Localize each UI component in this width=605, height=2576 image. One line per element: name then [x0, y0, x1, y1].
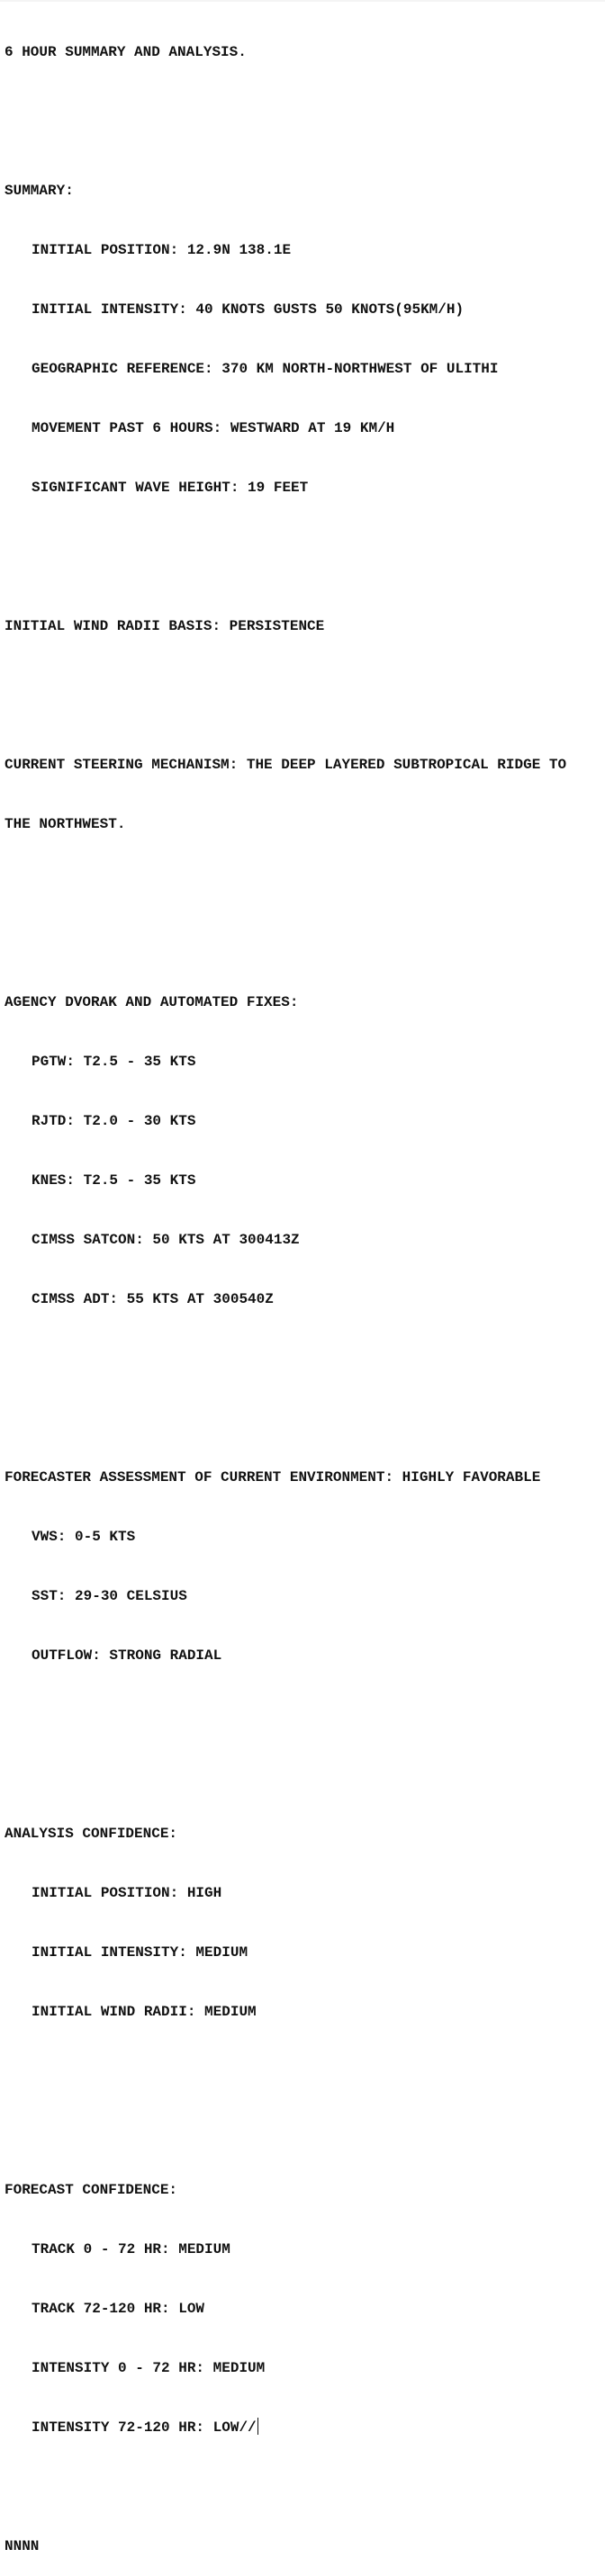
forecast-confidence-section — [5, 2141, 602, 2477]
summary-heading: SUMMARY: — [5, 183, 74, 199]
steering-section — [5, 715, 602, 874]
analysis-initial-position: INITIAL POSITION: HIGH — [32, 1885, 222, 1901]
environment-sst: SST: 29-30 CELSIUS — [32, 1588, 187, 1604]
top-border — [0, 0, 605, 2]
forecast-track-0-72: TRACK 0 - 72 HR: MEDIUM — [32, 2241, 230, 2257]
forecast-confidence-heading: FORECAST CONFIDENCE: — [5, 2182, 178, 2198]
fix-cimss-adt: CIMSS ADT: 55 KTS AT 300540Z — [32, 1291, 274, 1307]
environment-outflow: OUTFLOW: STRONG RADIAL — [32, 1647, 222, 1664]
summary-section — [5, 141, 602, 537]
analysis-initial-wind-radii: INITIAL WIND RADII: MEDIUM — [32, 2004, 257, 2020]
summary-movement: MOVEMENT PAST 6 HOURS: WESTWARD AT 19 KM/H — [32, 420, 395, 436]
forecast-intensity-72-120: INTENSITY 72-120 HR: LOW// — [32, 2419, 257, 2436]
environment-vws: VWS: 0-5 KTS — [32, 1529, 136, 1545]
summary-initial-intensity: INITIAL INTENSITY: 40 KNOTS GUSTS 50 KNOTS(95KM/H) — [32, 301, 465, 318]
steering-line-2: THE NORTHWEST. — [5, 816, 126, 832]
fixes-section — [5, 953, 602, 1349]
summary-wave-height: SIGNIFICANT WAVE HEIGHT: 19 FEET — [32, 480, 309, 496]
text-cursor — [257, 2418, 258, 2435]
summary-initial-position: INITIAL POSITION: 12.9N 138.1E — [32, 242, 292, 258]
end-marker: NNNN — [5, 2538, 40, 2554]
fix-pgtw: PGTW: T2.5 - 35 KTS — [32, 1054, 196, 1070]
analysis-confidence-section — [5, 1784, 602, 2061]
analysis-initial-intensity: INITIAL INTENSITY: MEDIUM — [32, 1944, 248, 1961]
analysis-confidence-heading: ANALYSIS CONFIDENCE: — [5, 1826, 178, 1842]
wind-radii-basis: INITIAL WIND RADII BASIS: PERSISTENCE — [5, 618, 325, 634]
fixes-heading: AGENCY DVORAK AND AUTOMATED FIXES: — [5, 994, 299, 1010]
fix-cimss-satcon: CIMSS SATCON: 50 KTS AT 300413Z — [32, 1232, 300, 1248]
summary-geographic-reference: GEOGRAPHIC REFERENCE: 370 KM NORTH-NORTHWEST OF ULITHI — [32, 361, 499, 377]
document-title: 6 HOUR SUMMARY AND ANALYSIS. — [5, 44, 247, 60]
fix-rjtd: RJTD: T2.0 - 30 KTS — [32, 1113, 196, 1129]
environment-section — [5, 1428, 602, 1705]
environment-heading: FORECASTER ASSESSMENT OF CURRENT ENVIRONMENT: HIGHLY FAVORABLE — [5, 1469, 541, 1485]
fix-knes: KNES: T2.5 - 35 KTS — [32, 1172, 196, 1189]
forecast-intensity-72-120-row — [5, 2418, 602, 2437]
forecast-intensity-0-72: INTENSITY 0 - 72 HR: MEDIUM — [32, 2360, 266, 2376]
forecast-track-72-120: TRACK 72-120 HR: LOW — [32, 2301, 205, 2317]
bulletin-text-area[interactable] — [5, 3, 602, 2576]
steering-line-1: CURRENT STEERING MECHANISM: THE DEEP LAYERED SUBTROPICAL RIDGE TO — [5, 757, 567, 773]
